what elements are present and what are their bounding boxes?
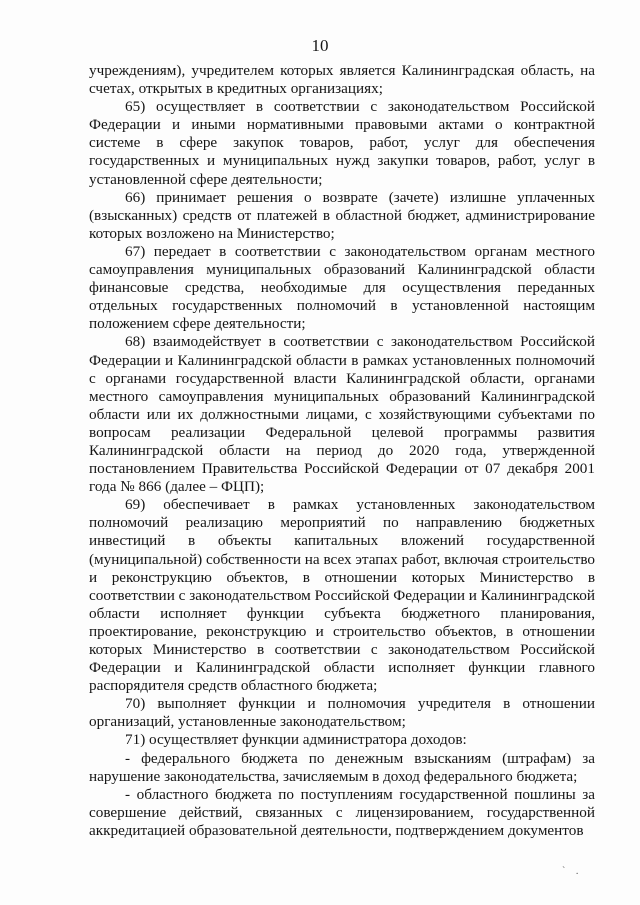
paragraph-continuation: учреждениям), учредителем которых является Калининградская область, на счетах, открытых в кредитных организациях;: [89, 62, 595, 98]
paragraph-item-68: 68) взаимодействует в соответствии с законодательством Российской Федерации и Калининградской области в рамках установленных полномочий с органами государственной власти Калининградской области, органами местного самоуправления муниципальных образований Калининградской области или их должностными лицами, с хозяйствующими субъектами по вопросам реализации Федеральной целевой программы развития Калининградской области на период до 2020 года, утвержденной постановлением Правительства Российской Федерации от 07 декабря 2001 года № 866 (далее – ФЦП);: [89, 333, 595, 496]
document-body: [89, 62, 595, 840]
scan-mark-decoration: ` .: [562, 866, 583, 877]
paragraph-item-69: 69) обеспечивает в рамках установленных законодательством полномочий реализацию мероприятий по направлению бюджетных инвестиций в объекты капитальных вложений государственной (муниципальной) собственности на всех этапах работ, включая строительство и реконструкцию объектов, в отношении которых Министерство в соответствии с законодательством Российской Федерации и Калининградской области исполняет функции субъекта бюджетного планирования, проектирование, реконструкцию и строительство объектов, в отношении которых Министерство в соответствии с законодательством Российской Федерации и Калининградской области исполняет функции главного распорядителя средств областного бюджета;: [89, 496, 595, 695]
paragraph-item-66: 66) принимает решения о возврате (зачете) излишне уплаченных (взысканных) средств от платежей в областной бюджет, администрирование которых возложено на Министерство;: [89, 188, 595, 242]
paragraph-subitem-regional-budget: - областного бюджета по поступлениям государственной пошлины за совершение действий, связанных с лицензированием, государственной аккредитацией образовательной деятельности, подтверждением документов: [89, 785, 595, 839]
paragraph-item-71: 71) осуществляет функции администратора доходов:: [125, 731, 467, 749]
paragraph-item-67: 67) передает в соответствии с законодательством органам местного самоуправления муниципальных образований Калининградской области финансовые средства, необходимые для осуществления переданных отдельных государственных полномочий в установленной настоящим положением сфере деятельности;: [89, 242, 595, 333]
page-number: 10: [311, 36, 329, 55]
paragraph-item-65: 65) осуществляет в соответствии с законодательством Российской Федерации и иными нормативными правовыми актами о контрактной системе в сфере закупок товаров, работ, услуг для обеспечения государственных и муниципальных нужд закупки товаров, работ, услуг в установленной сфере деятельности;: [89, 98, 595, 188]
paragraph-subitem-federal-budget: - федерального бюджета по денежным взысканиям (штрафам) за нарушение законодательства, зачисляемым в доход федерального бюджета;: [89, 749, 595, 785]
paragraph-item-70: 70) выполняет функции и полномочия учредителя в отношении организаций, установленные законодательством;: [89, 695, 595, 731]
